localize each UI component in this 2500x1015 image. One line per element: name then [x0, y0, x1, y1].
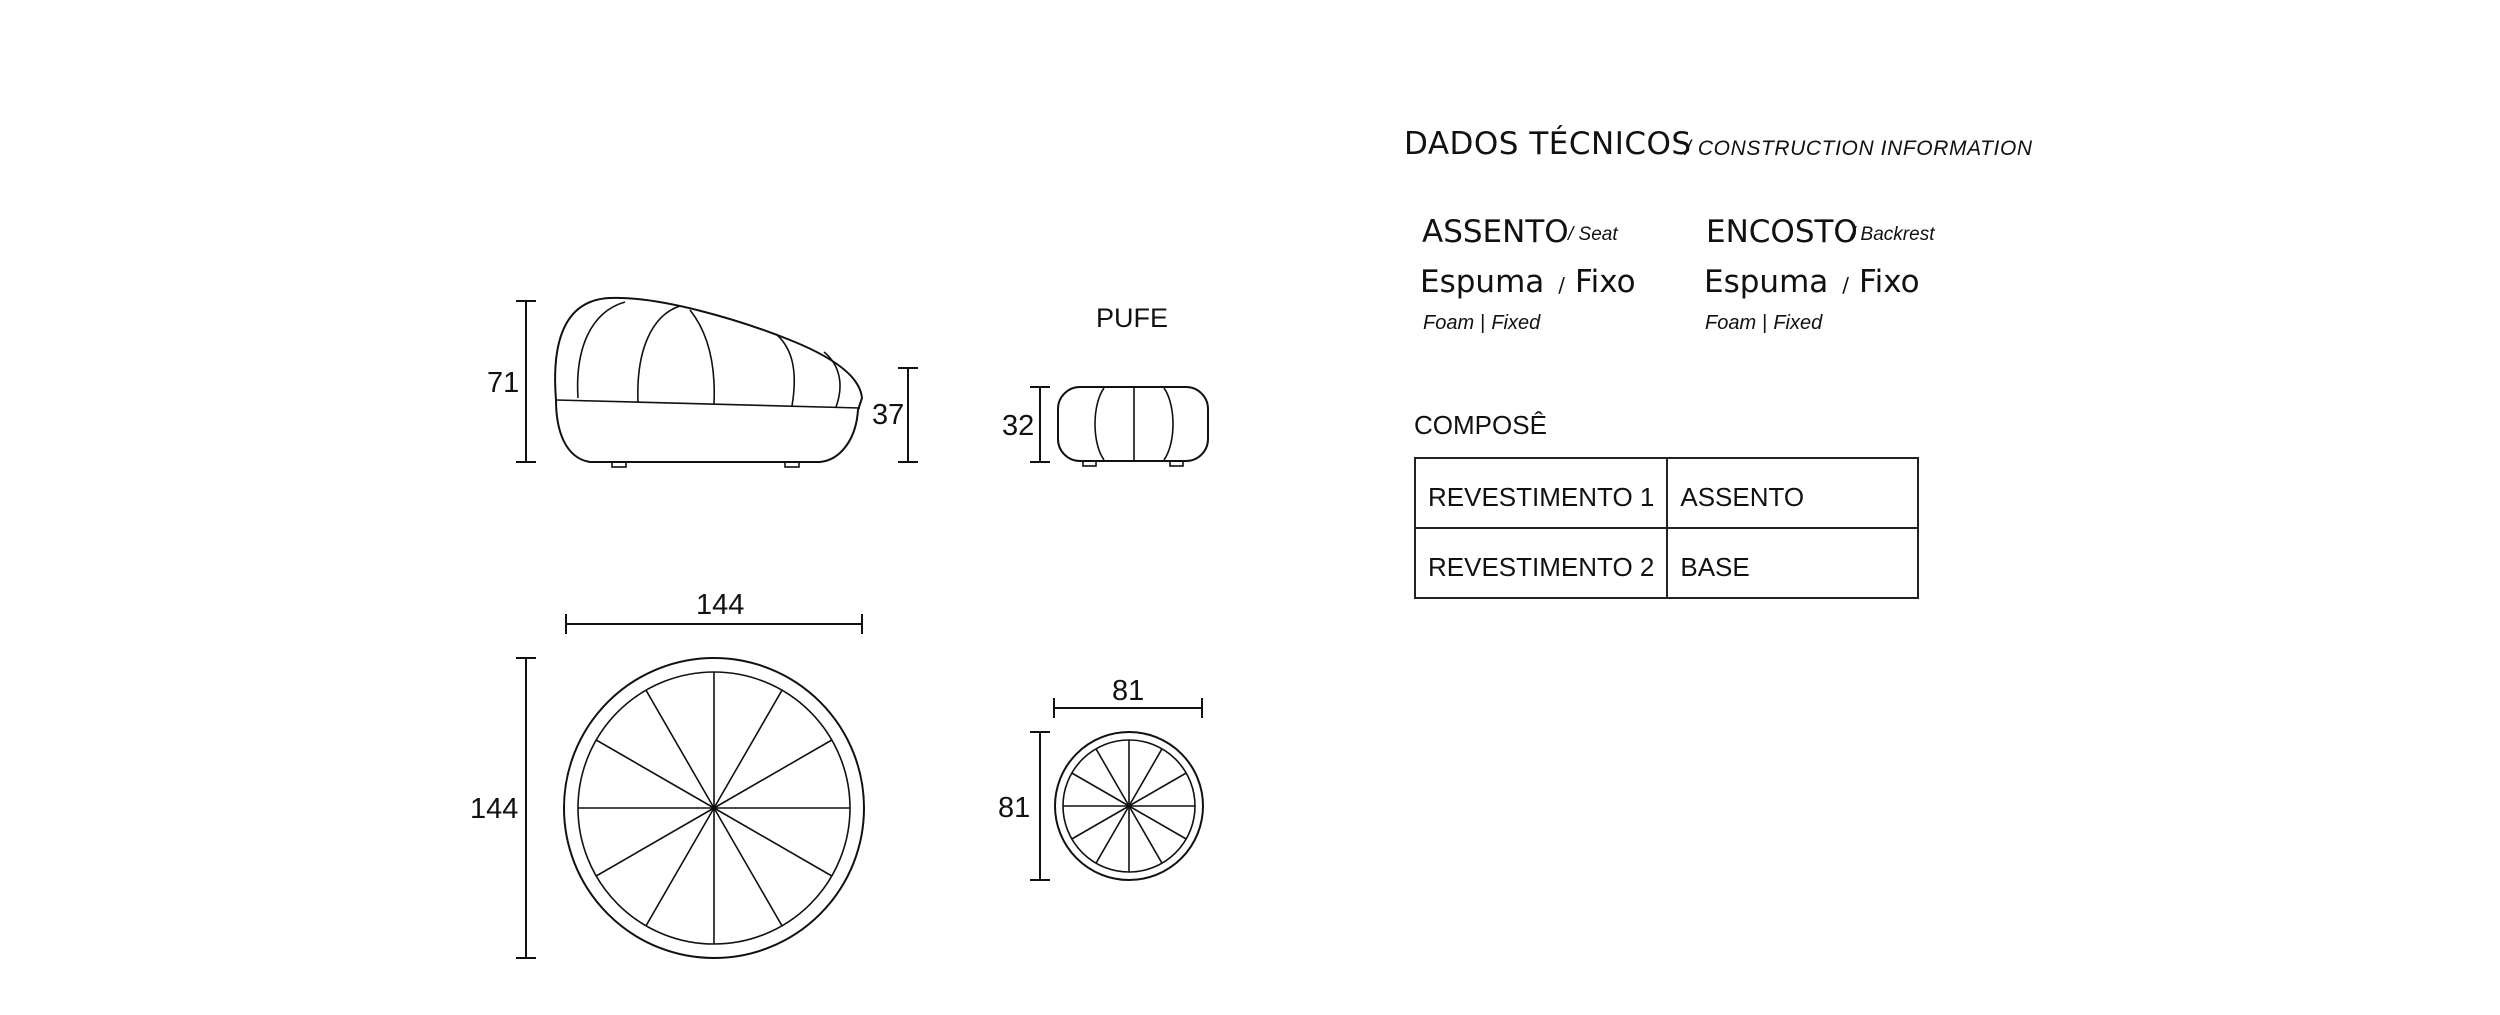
table-row: [1415, 528, 1918, 598]
seam-line: [714, 808, 782, 926]
backrest-material: [1704, 264, 1920, 300]
pouf-side-view: [1002, 303, 1208, 466]
seat-header-en: / Seat: [1568, 224, 1618, 245]
dimension-label: 37: [872, 399, 905, 431]
seam-line: [1096, 806, 1129, 863]
backrest-material-en-label: Foam: [1705, 312, 1757, 334]
covering-cell: REVESTIMENTO 2: [1415, 528, 1667, 598]
technical-subtitle: / CONSTRUCTION INFORMATION: [1685, 137, 2033, 160]
width-dimension-81: [1054, 675, 1202, 718]
composition-table: [1414, 457, 1919, 599]
dimension-label: 144: [696, 589, 745, 621]
backrest-material-en: [1705, 312, 1822, 335]
armchair-side-outline: [555, 298, 862, 462]
height-dimension-32: [1002, 387, 1050, 462]
seam-line: [646, 808, 714, 926]
depth-dimension-144: [470, 658, 536, 958]
seam-line: [714, 690, 782, 808]
seat-fixing-pt: Fixo: [1575, 264, 1636, 300]
backrest-fixing-en-label: Fixed: [1773, 312, 1823, 334]
armchair-top-view: [470, 589, 864, 958]
seam-line: [714, 740, 832, 808]
separator: /: [1842, 273, 1850, 297]
pouf-side-outline: [1058, 387, 1208, 461]
dimension-label: 81: [1112, 675, 1145, 707]
part-cell: BASE: [1667, 528, 1918, 598]
seat-material-en: [1423, 312, 1540, 335]
seam-line: [646, 690, 714, 808]
dimension-label: 81: [998, 792, 1031, 824]
backrest-fixing-pt: Fixo: [1859, 264, 1920, 300]
technical-title: DADOS TÉCNICOS: [1404, 126, 1692, 162]
seam-line: [596, 808, 714, 876]
seat-material-pt: Espuma: [1420, 264, 1545, 300]
seam-line: [1072, 806, 1129, 839]
table-row: [1415, 458, 1918, 528]
part-cell: ASSENTO: [1667, 458, 1918, 528]
composition-title: COMPOSÊ: [1414, 410, 1547, 440]
seat-height-dimension-37: [872, 368, 918, 462]
armchair-side-view: [487, 298, 918, 467]
seat-material: [1420, 264, 1636, 300]
dimension-label: 32: [1002, 410, 1035, 442]
seat-header: ASSENTO: [1422, 214, 1569, 250]
seam-line: [1072, 773, 1129, 806]
covering-cell: REVESTIMENTO 1: [1415, 458, 1667, 528]
separator: /: [1558, 273, 1566, 297]
separator: |: [1480, 312, 1486, 334]
pouf-top-view: [998, 675, 1203, 880]
separator: |: [1762, 312, 1768, 334]
seat-fixing-en-label: Fixed: [1491, 312, 1541, 334]
backrest-material-pt: Espuma: [1704, 264, 1829, 300]
depth-dimension-81: [998, 732, 1050, 880]
seam-line: [1129, 806, 1162, 863]
dimension-label: 71: [487, 367, 520, 399]
seam-line: [714, 808, 832, 876]
seam-line: [1129, 806, 1186, 839]
seam-line: [1129, 749, 1162, 806]
dimension-label: 144: [470, 793, 519, 825]
pouf-label: PUFE: [1096, 303, 1169, 333]
seam-line: [1096, 749, 1129, 806]
width-dimension-144: [566, 589, 862, 634]
backrest-header: ENCOSTO: [1706, 214, 1858, 250]
seam-line: [596, 740, 714, 808]
backrest-header-en: / Backrest: [1850, 224, 1935, 245]
seam-line: [1129, 773, 1186, 806]
height-dimension-71: [487, 301, 536, 462]
seat-material-en-label: Foam: [1423, 312, 1475, 334]
